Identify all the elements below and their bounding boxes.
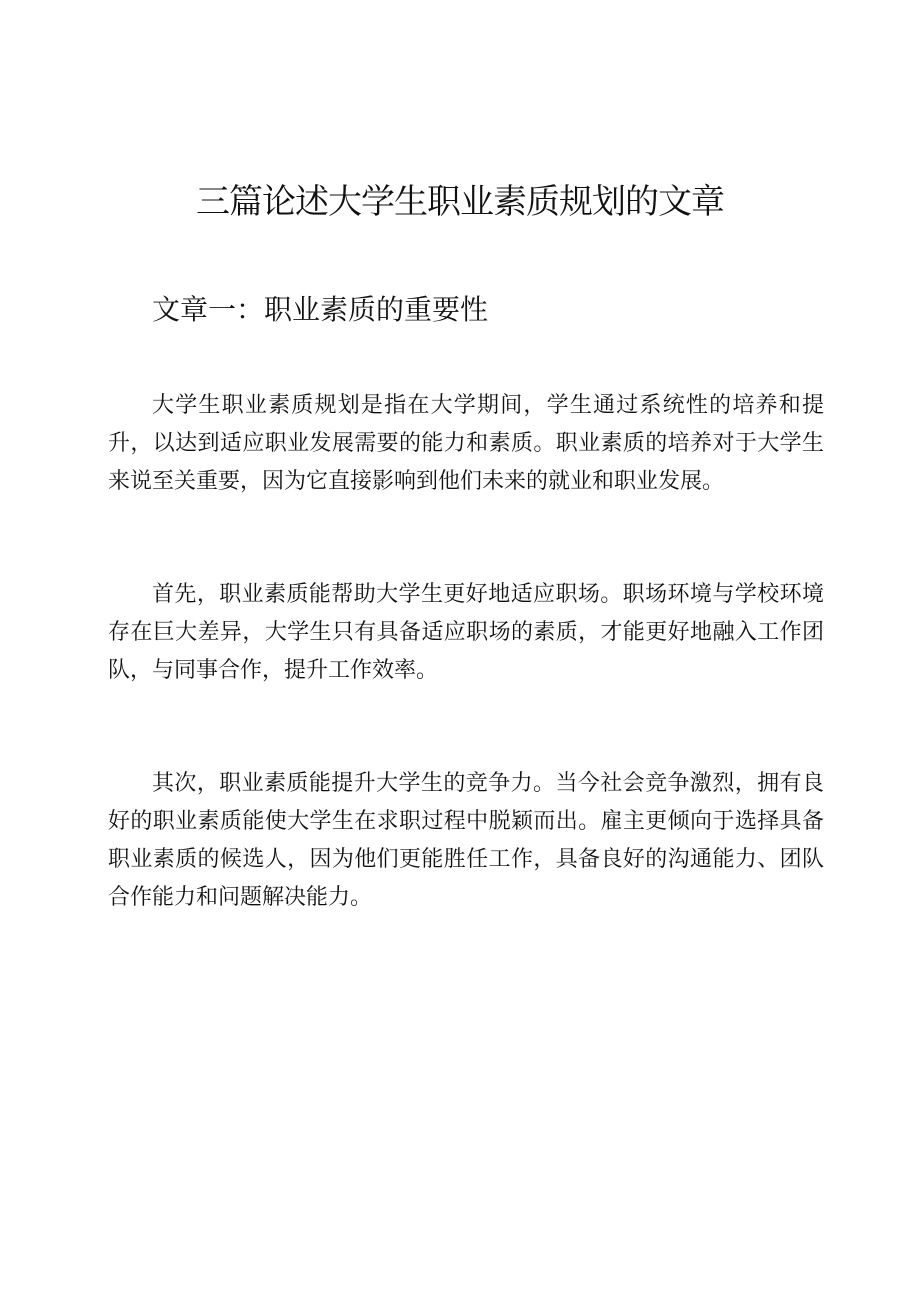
document-title: 三篇论述大学生职业素质规划的文章 [196,182,724,222]
paragraph-1: 大学生职业素质规划是指在大学期间，学生通过系统性的培养和提升，以达到适应职业发展需要的能力和素质。职业素质的培养对于大学生来说至关重要，因为它直接影响到他们未来的就业和职业发展。 [108,393,824,494]
paragraph-2: 首先，职业素质能帮助大学生更好地适应职场。职场环境与学校环境存在巨大差异，大学生只有具备适应职场的素质，才能更好地融入工作团队，与同事合作，提升工作效率。 [108,582,824,683]
section-heading: 文章一：职业素质的重要性 [152,293,489,326]
paragraph-3: 其次，职业素质能提升大学生的竞争力。当今社会竞争激烈，拥有良好的职业素质能使大学生在求职过程中脱颖而出。雇主更倾向于选择具备职业素质的候选人，因为他们更能胜任工作，具备良好的沟通能力、团队合作能力和问题解决能力。 [108,771,824,910]
